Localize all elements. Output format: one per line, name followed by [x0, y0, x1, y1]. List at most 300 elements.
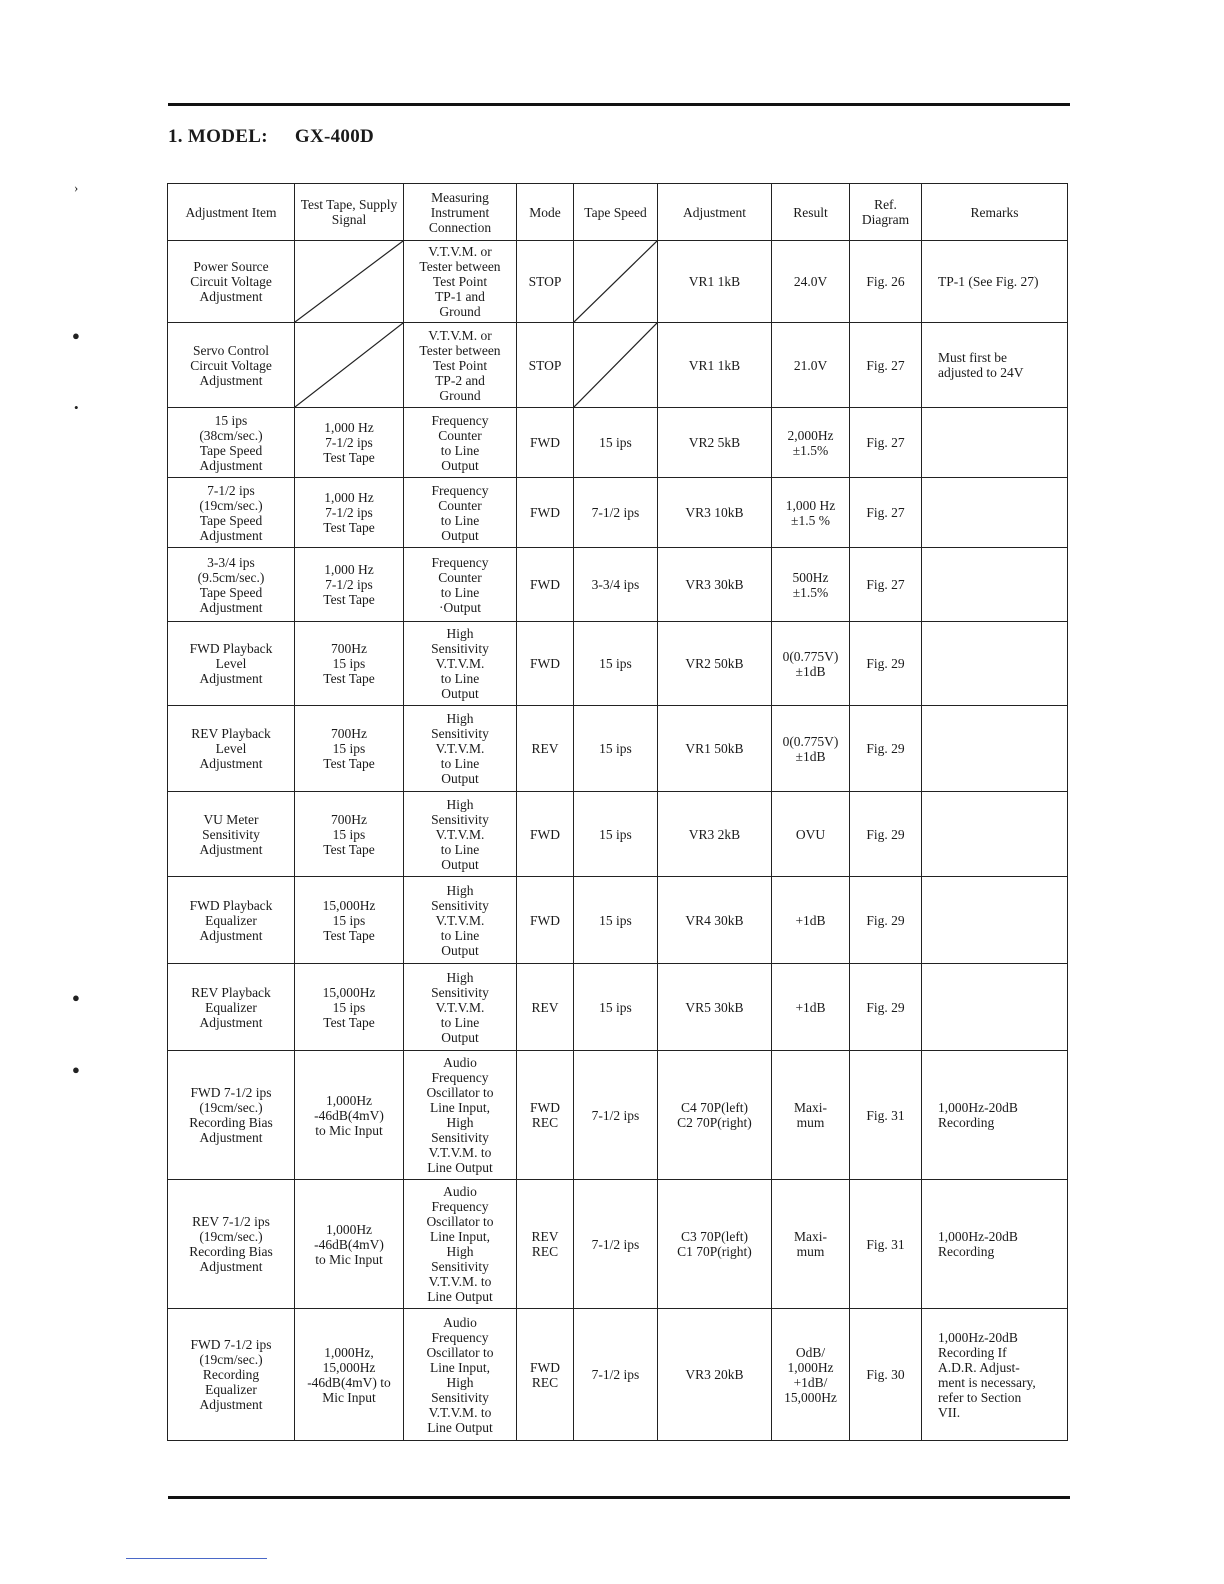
table-row: [168, 964, 1068, 1051]
cell-mode: [517, 1180, 574, 1309]
cell-line: (19cm/sec.): [199, 497, 263, 513]
cell-adjustment-item: [168, 1309, 295, 1441]
cell-line: V.T.V.M.: [435, 826, 485, 842]
cell-line: High: [446, 882, 474, 898]
cell-line: Output: [441, 527, 479, 543]
cell-line: Adjustment: [199, 841, 263, 857]
cell-line: Adjustment: [199, 927, 263, 943]
cell-instrument: [404, 792, 517, 877]
cell-line: to Line: [440, 584, 480, 600]
cell-line: 1,000 Hz: [785, 497, 836, 513]
cell-ref-diagram: Fig. 29: [850, 964, 922, 1051]
cell-tape-speed-not-applicable: [574, 323, 658, 408]
cell-line: to Mic Input: [315, 1251, 383, 1267]
cell-test-tape: [295, 706, 404, 792]
cell-line: Level: [215, 656, 247, 671]
column-header: Mode: [517, 184, 574, 241]
table-body: [168, 241, 1068, 1441]
cell-line: to Line: [440, 756, 480, 771]
cell-remarks: [922, 964, 1068, 1051]
cell-line: Counter: [438, 569, 482, 585]
cell-line: ·Output: [439, 599, 481, 615]
cell-line: REC: [531, 1244, 559, 1259]
cell-line: Adjustment: [199, 289, 263, 304]
cell-test-tape: [295, 548, 404, 622]
cell-remarks: [922, 548, 1068, 622]
cell-line: REV: [531, 999, 559, 1015]
cell-line: Oscillator to: [426, 1214, 494, 1229]
margin-mark: ●: [72, 328, 80, 343]
cell-line: Mic Input: [322, 1389, 376, 1405]
cell-line: Sensitivity: [431, 1259, 489, 1274]
cell-line: Output: [441, 1029, 479, 1045]
cell-line: VR4 30kB: [685, 912, 744, 928]
cell-line: FWD 7-1/2 ips: [190, 1337, 272, 1352]
table-row: [168, 1309, 1068, 1441]
header-row: [168, 184, 1068, 241]
cell-test-tape: [295, 478, 404, 548]
cell-test-tape: [295, 408, 404, 478]
cell-line: Audio: [443, 1184, 477, 1199]
cell-line: Recording: [938, 1115, 995, 1130]
cell-line: Adjustment: [199, 527, 263, 543]
cell-ref-diagram: Fig. 29: [850, 792, 922, 877]
diagonal-slash: [295, 241, 403, 322]
cell-line: Test Point: [432, 357, 488, 373]
cell-line: Adjustment: [199, 1014, 263, 1030]
cell-result: [772, 241, 850, 323]
table-row: [168, 1051, 1068, 1180]
cell-line: REV Playback: [191, 726, 271, 741]
cell-line: Sensitivity: [431, 897, 489, 913]
cell-line: +1dB/: [793, 1374, 828, 1390]
cell-line: VR2 5kB: [688, 435, 741, 450]
cell-line: ±1dB: [795, 663, 826, 679]
cell-instrument: [404, 1309, 517, 1441]
cell-test-tape: [295, 1051, 404, 1180]
cell-line: 15 ips: [332, 826, 366, 842]
cell-line: FWD: [530, 826, 560, 842]
cell-line: VU Meter: [203, 811, 259, 827]
cell-line: FWD: [530, 912, 560, 928]
cell-line: Oscillator to: [426, 1085, 494, 1100]
cell-line: Ground: [439, 387, 481, 403]
cell-line: Servo Control: [192, 342, 270, 358]
cell-line: Frequency: [431, 1329, 489, 1345]
cell-mode: [517, 877, 574, 964]
cell-line: mum: [796, 1115, 825, 1130]
cell-line: V.T.V.M. to: [428, 1145, 492, 1160]
cell-line: High: [446, 626, 474, 641]
cell-line: 700Hz: [331, 811, 367, 827]
cell-line: FWD: [530, 505, 560, 520]
top-rule: [168, 103, 1070, 106]
cell-line: 1,000 Hz: [324, 562, 374, 577]
cell-line: Sensitivity: [431, 1130, 489, 1145]
cell-line: to Line: [440, 671, 480, 686]
cell-line: V.T.V.M. or: [428, 327, 492, 343]
table-row: [168, 877, 1068, 964]
cell-line: Level: [215, 741, 247, 756]
cell-line: Sensitivity: [431, 1389, 489, 1405]
cell-line: Output: [441, 457, 479, 473]
cell-line: OVU: [795, 826, 826, 842]
footer-link-underline: [126, 1558, 267, 1559]
cell-mode: [517, 241, 574, 323]
cell-line: Output: [441, 942, 479, 958]
cell-line: REC: [531, 1374, 559, 1390]
cell-instrument: [404, 706, 517, 792]
cell-line: FWD Playback: [189, 897, 273, 913]
cell-line: VR3 30kB: [685, 577, 744, 592]
cell-line: Equalizer: [205, 912, 257, 928]
table-row: [168, 323, 1068, 408]
cell-line: Counter: [438, 497, 482, 513]
cell-line: Sensitivity: [202, 826, 260, 842]
cell-test-tape: [295, 792, 404, 877]
cell-line: Line Input,: [430, 1100, 490, 1115]
cell-instrument: [404, 964, 517, 1051]
cell-line: V.T.V.M.: [435, 741, 485, 756]
cell-tape-speed: [574, 706, 658, 792]
cell-line: 7-1/2 ips: [591, 1107, 640, 1123]
cell-instrument: [404, 1180, 517, 1309]
cell-line: Adjustment: [199, 457, 263, 473]
cell-adjustment-item: [168, 877, 295, 964]
cell-line: High: [446, 1374, 474, 1390]
cell-line: Equalizer: [205, 1382, 257, 1397]
cell-adjustment-item: [168, 706, 295, 792]
cell-line: Adjustment: [199, 599, 263, 615]
cell-line: Line Output: [427, 1419, 493, 1435]
cell-line: 7-1/2 ips: [207, 482, 255, 498]
cell-line: VR3 20kB: [685, 1367, 744, 1382]
cell-line: 15,000Hz: [784, 1389, 837, 1405]
cell-line: Audio: [443, 1314, 477, 1330]
cell-line: ±1dB: [795, 748, 826, 764]
cell-line: VR2 50kB: [685, 656, 744, 671]
cell-line: 1,000Hz: [325, 1221, 373, 1237]
cell-line: +1dB: [795, 912, 826, 928]
cell-line: 0(0.775V): [782, 648, 839, 664]
cell-instrument: [404, 1051, 517, 1180]
cell-line: High: [446, 969, 474, 985]
cell-line: Adjustment: [199, 372, 263, 388]
cell-tape-speed: [574, 1051, 658, 1180]
cell-line: Output: [441, 771, 479, 786]
cell-line: ±1.5%: [792, 442, 829, 458]
cell-line: (19cm/sec.): [199, 1100, 263, 1115]
bottom-rule: [168, 1496, 1070, 1499]
cell-line: Tape Speed: [199, 512, 263, 528]
cell-line: 7-1/2 ips: [325, 577, 373, 592]
cell-instrument: [404, 241, 517, 323]
cell-line: 3-3/4 ips: [207, 554, 255, 570]
cell-line: 15 ips: [599, 741, 632, 756]
cell-result: [772, 478, 850, 548]
cell-remarks: [922, 1180, 1068, 1309]
cell-line: TP-1 (See Fig. 27): [938, 274, 1039, 289]
cell-line: Counter: [438, 427, 482, 443]
cell-line: Recording: [202, 1367, 260, 1382]
cell-line: 1,000Hz: [787, 1359, 834, 1375]
cell-line: C3 70P(left): [680, 1229, 749, 1244]
cell-result: [772, 792, 850, 877]
cell-tape-speed: [574, 622, 658, 706]
cell-line: Test Tape: [323, 841, 375, 857]
cell-line: 1,000 Hz: [324, 490, 374, 505]
cell-tape-speed: [574, 964, 658, 1051]
cell-line: Adjustment: [199, 756, 263, 771]
cell-result: [772, 706, 850, 792]
cell-line: 15,000Hz: [322, 897, 376, 913]
cell-line: V.T.V.M.: [435, 999, 485, 1015]
cell-result: [772, 408, 850, 478]
cell-line: Sensitivity: [431, 726, 489, 741]
cell-adjustment: [658, 622, 772, 706]
column-header: Adjustment Item: [168, 184, 295, 241]
cell-line: FWD: [530, 435, 560, 450]
cell-line: REV: [531, 741, 559, 756]
cell-result: [772, 1309, 850, 1441]
cell-line: VR3 10kB: [685, 505, 744, 520]
cell-line: 700Hz: [331, 641, 367, 656]
cell-remarks: [922, 877, 1068, 964]
cell-mode: [517, 706, 574, 792]
cell-tape-speed: [574, 877, 658, 964]
cell-result: [772, 548, 850, 622]
cell-line: High: [446, 1115, 474, 1130]
cell-line: Oscillator to: [426, 1344, 494, 1360]
cell-line: Adjustment: [199, 671, 263, 686]
cell-mode: [517, 622, 574, 706]
cell-instrument: [404, 548, 517, 622]
cell-result: [772, 1051, 850, 1180]
cell-line: Audio: [443, 1055, 477, 1070]
cell-line: (9.5cm/sec.): [197, 569, 265, 585]
cell-adjustment: [658, 1180, 772, 1309]
cell-mode: [517, 548, 574, 622]
cell-line: 15 ips: [599, 435, 632, 450]
cell-line: adjusted to 24V: [938, 365, 1024, 380]
margin-mark: ●: [72, 990, 80, 1005]
cell-line: REC: [531, 1115, 559, 1130]
cell-line: 1,000Hz-20dB: [938, 1100, 1018, 1115]
cell-line: VR3 2kB: [688, 826, 741, 842]
table-row: [168, 548, 1068, 622]
cell-test-tape: [295, 877, 404, 964]
heading-label: MODEL:: [187, 126, 268, 147]
diagonal-slash: [295, 323, 403, 407]
cell-line: VR1 50kB: [685, 741, 744, 756]
cell-line: Frequency: [431, 554, 489, 570]
cell-ref-diagram: Fig. 31: [850, 1180, 922, 1309]
cell-line: Test Tape: [323, 1014, 375, 1030]
cell-line: 1,000Hz-20dB: [938, 1229, 1018, 1244]
cell-result: [772, 323, 850, 408]
cell-line: -46dB(4mV): [314, 1107, 384, 1123]
cell-line: ment is necessary,: [938, 1374, 1036, 1390]
column-header: Test Tape, Supply Signal: [295, 184, 404, 241]
cell-line: Test Tape: [323, 927, 375, 943]
cell-line: (19cm/sec.): [199, 1229, 263, 1244]
cell-line: STOP: [528, 357, 562, 373]
cell-line: Maxi-: [794, 1229, 827, 1244]
cell-remarks: [922, 622, 1068, 706]
cell-adjustment: [658, 706, 772, 792]
cell-line: V.T.V.M.: [435, 912, 485, 928]
cell-instrument: [404, 478, 517, 548]
cell-line: 15 ips: [599, 826, 632, 842]
cell-line: Tape Speed: [199, 442, 263, 458]
cell-test-tape: [295, 964, 404, 1051]
cell-line: Frequency: [431, 1199, 489, 1214]
page-heading: [168, 126, 374, 148]
cell-line: Line Output: [427, 1289, 493, 1304]
cell-ref-diagram: Fig. 29: [850, 622, 922, 706]
heading-number: 1.: [168, 126, 183, 147]
cell-line: FWD: [530, 577, 560, 592]
cell-line: 0(0.775V): [782, 733, 839, 749]
cell-ref-diagram: Fig. 29: [850, 706, 922, 792]
margin-mark: ›: [74, 180, 79, 195]
cell-mode: [517, 478, 574, 548]
cell-line: High: [446, 1244, 474, 1259]
cell-line: Adjustment: [199, 1259, 263, 1274]
heading-model: GX-400D: [294, 126, 375, 147]
cell-line: STOP: [528, 274, 562, 289]
cell-adjustment-item: [168, 792, 295, 877]
cell-line: VII.: [938, 1404, 961, 1420]
cell-ref-diagram: Fig. 26: [850, 241, 922, 323]
cell-adjustment-item: [168, 622, 295, 706]
table-row: [168, 622, 1068, 706]
cell-line: C4 70P(left): [680, 1100, 749, 1115]
cell-instrument: [404, 622, 517, 706]
cell-line: Sensitivity: [431, 811, 489, 827]
column-header: Result: [772, 184, 850, 241]
cell-line: (19cm/sec.): [199, 1352, 263, 1367]
cell-line: 15 ips: [332, 912, 366, 928]
cell-line: Sensitivity: [431, 984, 489, 1000]
cell-line: (38cm/sec.): [199, 427, 263, 443]
cell-line: Test Tape: [323, 756, 375, 771]
cell-line: Power Source: [193, 259, 269, 274]
cell-adjustment-item: [168, 323, 295, 408]
cell-tape-speed: [574, 478, 658, 548]
table-row: [168, 241, 1068, 323]
cell-line: Test Tape: [323, 592, 375, 607]
cell-test-tape-not-applicable: [295, 241, 404, 323]
cell-line: -46dB(4mV): [314, 1236, 384, 1252]
cell-line: Test Tape: [323, 520, 375, 535]
cell-tape-speed: [574, 408, 658, 478]
cell-line: Tape Speed: [199, 584, 263, 600]
cell-line: Frequency: [431, 412, 489, 428]
cell-adjustment: [658, 323, 772, 408]
cell-line: V.T.V.M. to: [428, 1274, 492, 1289]
cell-remarks: [922, 706, 1068, 792]
cell-line: 500Hz: [792, 569, 829, 585]
cell-line: High: [446, 796, 474, 812]
cell-result: [772, 964, 850, 1051]
cell-line: 15 ips: [599, 999, 632, 1015]
cell-line: Adjustment: [199, 1130, 263, 1145]
cell-line: V.T.V.M. or: [428, 244, 492, 259]
cell-adjustment-item: [168, 548, 295, 622]
cell-line: refer to Section: [938, 1389, 1022, 1405]
cell-line: mum: [796, 1244, 825, 1259]
cell-line: 1,000Hz-20dB: [938, 1329, 1018, 1345]
cell-line: 3-3/4 ips: [591, 577, 640, 592]
cell-line: Recording Bias: [189, 1244, 273, 1259]
cell-line: VR1 1kB: [688, 357, 741, 373]
cell-line: Sensitivity: [431, 641, 489, 656]
cell-line: High: [446, 711, 474, 726]
cell-line: Output: [441, 856, 479, 872]
cell-line: VR5 30kB: [685, 999, 744, 1015]
table-row: [168, 408, 1068, 478]
cell-mode: [517, 323, 574, 408]
cell-line: A.D.R. Adjust-: [938, 1359, 1020, 1375]
cell-line: Adjustment: [199, 1397, 263, 1412]
cell-ref-diagram: Fig. 27: [850, 548, 922, 622]
cell-mode: [517, 408, 574, 478]
cell-line: FWD Playback: [189, 641, 273, 656]
cell-line: to Mic Input: [315, 1122, 383, 1138]
cell-line: to Line: [440, 841, 480, 857]
cell-test-tape: [295, 622, 404, 706]
cell-adjustment-item: [168, 1180, 295, 1309]
cell-line: FWD 7-1/2 ips: [190, 1085, 272, 1100]
column-header: Ref. Diagram: [850, 184, 922, 241]
cell-line: Line Input,: [430, 1229, 490, 1244]
cell-adjustment: [658, 792, 772, 877]
cell-mode: [517, 792, 574, 877]
cell-line: 2,000Hz: [787, 427, 834, 443]
cell-line: OdB/: [795, 1344, 826, 1360]
cell-line: 7-1/2 ips: [591, 1367, 640, 1382]
cell-adjustment: [658, 408, 772, 478]
cell-line: 15 ips: [332, 656, 366, 671]
cell-line: Must first be: [938, 350, 1007, 365]
cell-line: 15 ips: [599, 656, 632, 671]
cell-line: REV Playback: [191, 984, 271, 1000]
cell-adjustment: [658, 877, 772, 964]
cell-line: Ground: [439, 304, 481, 319]
cell-ref-diagram: Fig. 30: [850, 1309, 922, 1441]
cell-line: Frequency: [431, 1070, 489, 1085]
cell-adjustment-item: [168, 241, 295, 323]
cell-line: to Line: [440, 442, 480, 458]
cell-line: Recording: [938, 1244, 995, 1259]
cell-line: -46dB(4mV) to: [307, 1374, 391, 1390]
cell-line: Maxi-: [794, 1100, 827, 1115]
cell-adjustment-item: [168, 964, 295, 1051]
cell-line: to Line: [440, 512, 480, 528]
cell-line: Circuit Voltage: [190, 357, 272, 373]
cell-adjustment-item: [168, 408, 295, 478]
cell-line: 1,000Hz: [325, 1092, 373, 1108]
cell-adjustment: [658, 964, 772, 1051]
adjustment-table: [167, 183, 1068, 1441]
cell-remarks: [922, 241, 1068, 323]
cell-line: REV: [531, 1229, 559, 1244]
cell-line: VR1 1kB: [688, 274, 741, 289]
cell-line: to Line: [440, 927, 480, 943]
diagonal-slash: [574, 323, 657, 407]
cell-tape-speed: [574, 792, 658, 877]
